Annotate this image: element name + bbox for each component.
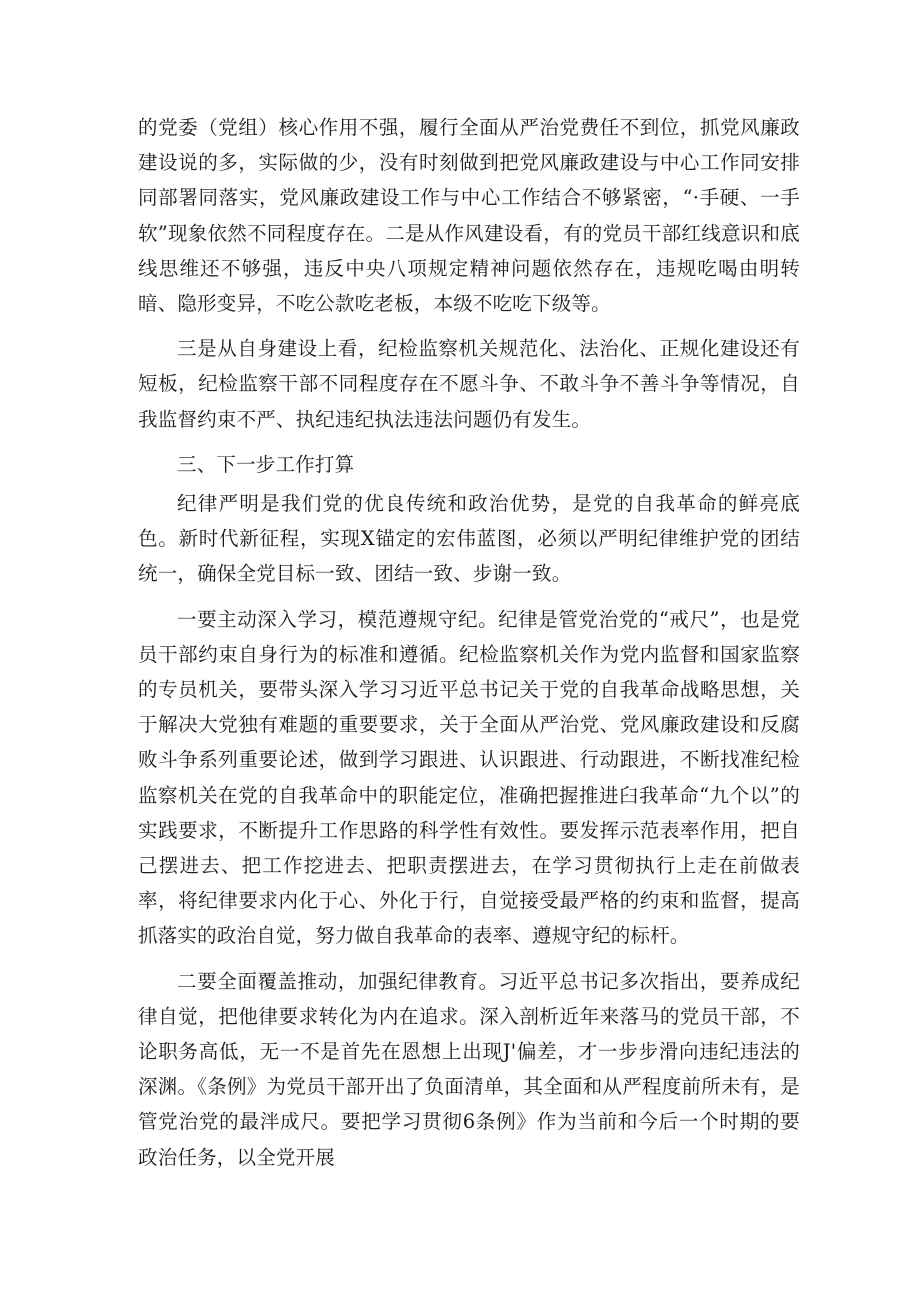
paragraph-discipline-tradition: 纪律严明是我们党的优良传统和政治优势，是党的自我革命的鲜亮底色。新时代新征程，实现X锚定的宏伟蓝图，必须以严明纪律维护党的团结统一，确保全党目标一致、团结一致、步谢一致。 xyxy=(138,492,800,586)
paragraph-self-construction: 三是从自身建设上看，纪检监察机关规范化、法治化、正规化建设还有短板，纪检监察干部不同程度存在不愿斗争、不敢斗争不善斗争等情况，自我监督约束不严、执纪违纪执法违法问题仍有发生。 xyxy=(138,337,800,431)
paragraph-study-and-discipline: 一要主动深入学习，模范遵规守纪。纪律是管党治党的“戒尺”，也是党员干部约束自身行为的标准和遵循。纪检监察机关作为党内监督和国家监察的专员机关，要带头深入学习习近平总书记关于党的自我革命战略思想，关于解决大党独有难题的重要要求，关于全面从严治党、党风廉政建设和反腐败斗争系列重要论述，做到学习跟进、认识跟进、行动跟进，不断找准纪检监察机关在党的自我革命中的职能定位，准确把握推进臼我革命“九个以”的实践要求，不断提升工作思路的科学性有效性。要发挥示范表率作用，把自己摆进去、把工作挖进去、把职责摆进去，在学习贯彻执行上走在前做表率，将纪律要求内化于心、外化于行，自觉接受最严格的约束和监督，提高抓落实的政治自觉，努力做自我革命的表率、遵规守纪的标杆。 xyxy=(138,607,800,948)
paragraph-discipline-education: 二要全面覆盖推动，加强纪律教育。习近平总书记多次指出，要养成纪律自觉，把他律要求转化为内在追求。深入剖析近年来落马的党员干部，不论职务高低，无一不是首先在恩想上出现J'偏差，才一步步滑向违纪违法的深渊。《条例》为党员干部开出了负面清单，其全面和从严程度前所未有，是管党治党的最泮成尺。要把学习贯彻6条例》作为当前和今后一个时期的要政治任务，以全党开展 xyxy=(138,969,800,1169)
paragraph-party-committee-role: 的党委（党组）核心作用不强，履行全面从严治党费任不到位，抓党风廉政建设说的多，实际做的少，没有时刻做到把党风廉政建设与中心工作同安排同部署同落实，党风廉政建设工作与中心工作结合不够紧密，“·手硬、一手软”现象依然不同程度存在。二是从作风建设看，有的党员干部红线意识和底线思维还不够强，违反中央八项规定精神问题依然存在，违规吃喝由明转暗、隐形变异，不吃公款吃老板，本级不吃吃下级等。 xyxy=(138,116,800,316)
section-heading-next-steps: 三、下一步工作打算 xyxy=(177,452,355,476)
document-body xyxy=(138,110,800,1175)
